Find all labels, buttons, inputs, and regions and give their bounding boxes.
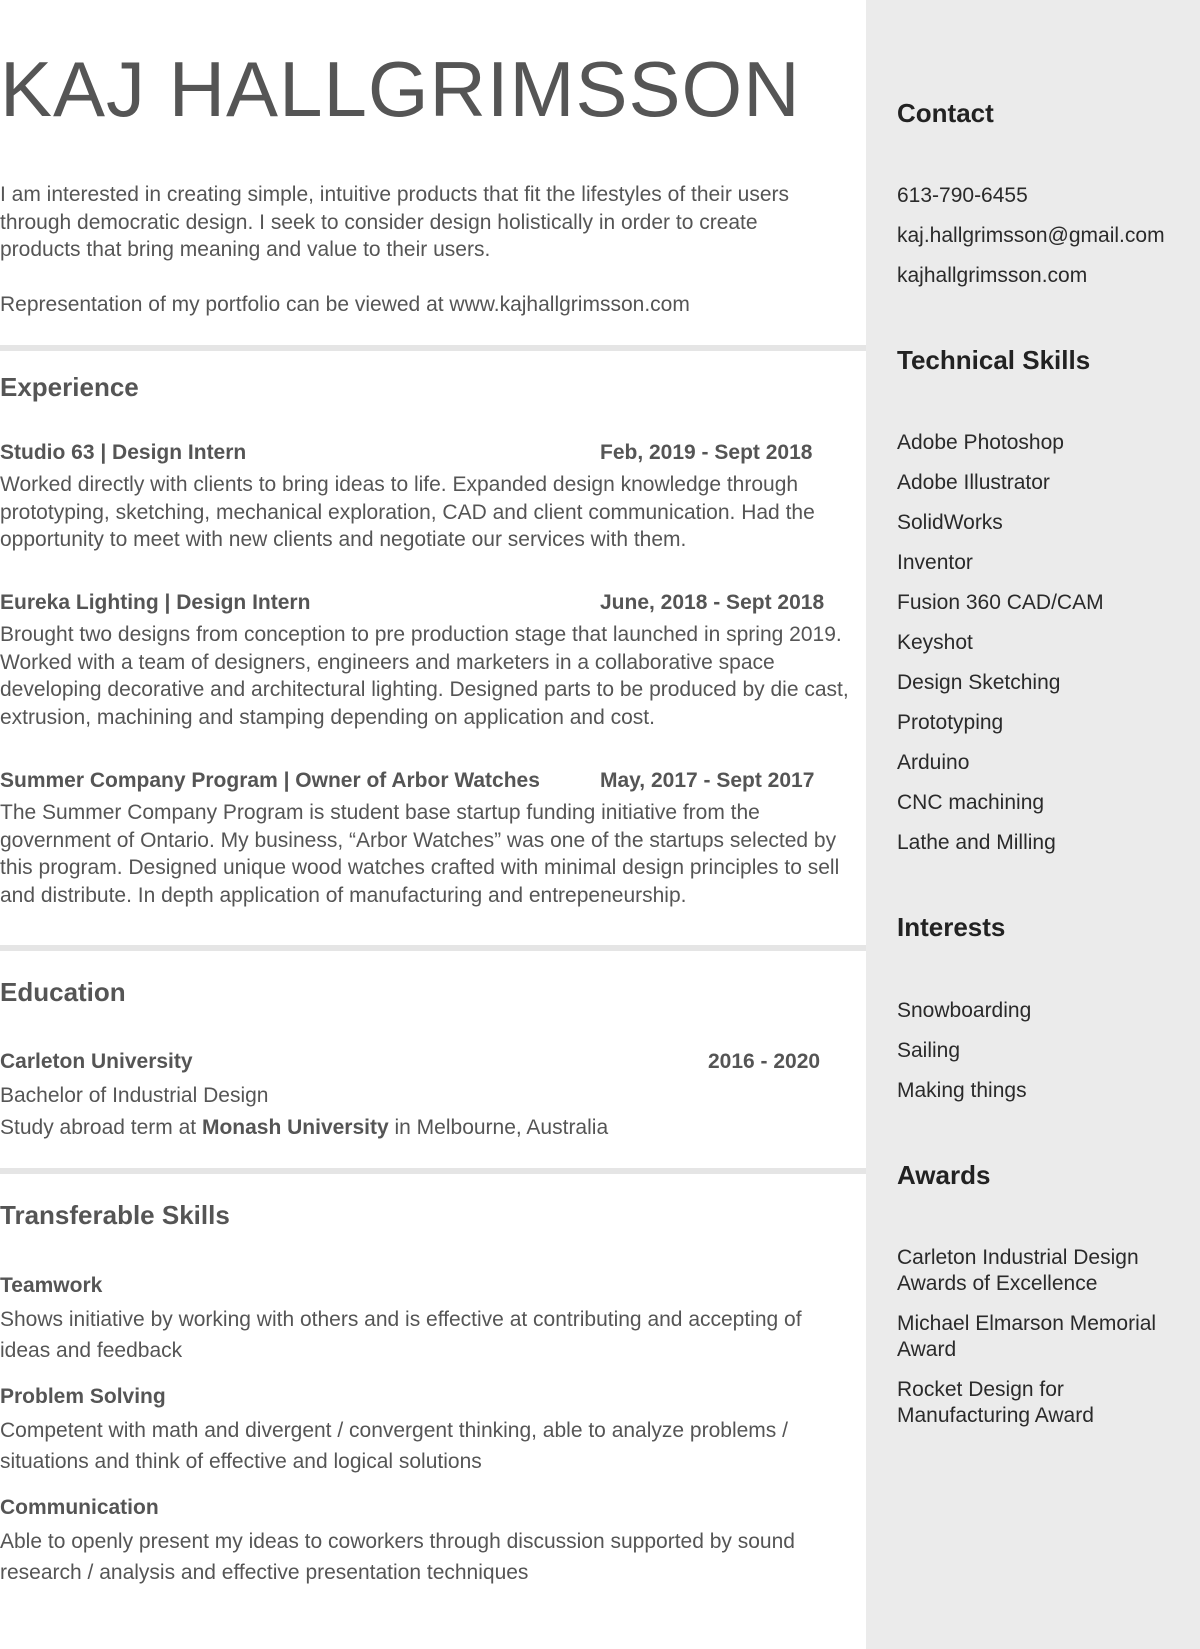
contact-heading: Contact [897, 98, 994, 128]
section-divider [0, 345, 866, 351]
contact-list [897, 183, 1165, 303]
skill-description: Able to openly present my ideas to coworkers through discussion supported by sound research / analysis and effective presentation techniques [0, 1530, 795, 1584]
technical-skill-item: Adobe Illustrator [897, 471, 1050, 494]
transferable-skills-heading: Transferable Skills [0, 1200, 230, 1230]
skill-name: Communication [0, 1496, 159, 1519]
technical-skill-item: Fusion 360 CAD/CAM [897, 591, 1104, 614]
technical-skills-heading: Technical Skills [897, 345, 1091, 375]
transferable-skill [0, 1496, 850, 1588]
skill-description: Shows initiative by working with others and is effective at contributing and accepting of ideas and feedback [0, 1308, 802, 1362]
experience-item [0, 591, 850, 731]
contact-phone: 613-790-6455 [897, 184, 1028, 207]
study-abroad-suffix: in Melbourne, Australia [388, 1116, 609, 1139]
skill-name: Teamwork [0, 1274, 103, 1297]
experience-heading: Experience [0, 372, 139, 402]
education-item [0, 1050, 850, 1080]
technical-skill-item: Lathe and Milling [897, 831, 1056, 854]
interest-item: Sailing [897, 1039, 961, 1062]
school-name: Carleton University [0, 1050, 193, 1073]
interest-item: Snowboarding [897, 999, 1032, 1022]
intro-statement: I am interested in creating simple, intuitive products that fit the lifestyles of their users through democratic design. I seek to consider design holistically in order to create products that bring meaning and value to their users. [0, 183, 790, 261]
resume-name: KAJ HALLGRIMSSON [0, 45, 801, 133]
portfolio-line: Representation of my portfolio can be viewed at www.kajhallgrimsson.com [0, 292, 690, 316]
job-description: Worked directly with clients to bring ideas to life. Expanded design knowledge through prototyping, sketching, mechanical exploration, CAD and client communication. Had the opportunity to meet with new clients and negotiate our services with them. [0, 473, 815, 551]
technical-skill-item: Arduino [897, 751, 970, 774]
contact-email: kaj.hallgrimsson@gmail.com [897, 224, 1165, 247]
section-divider [0, 945, 866, 951]
skill-name: Problem Solving [0, 1385, 166, 1408]
job-description: The Summer Company Program is student base startup funding initiative from the government of Ontario. My business, “Arbor Watches” was one of the startups selected by this program. Designed unique wood watches crafted with minimal design principles to sell and distribute. In depth application of manufacturing and entrepeneurship. [0, 801, 840, 907]
award-item: Michael Elmarson Memorial Award [897, 1312, 1157, 1361]
technical-skill-item: Keyshot [897, 631, 973, 654]
section-divider [0, 1168, 866, 1174]
job-dates: June, 2018 - Sept 2018 [600, 591, 825, 614]
job-title: Eureka Lighting | Design Intern [0, 591, 311, 614]
interest-item: Making things [897, 1079, 1027, 1102]
award-item: Carleton Industrial Design Awards of Excellence [897, 1246, 1139, 1295]
transferable-skill [0, 1274, 850, 1366]
technical-skill-item: Inventor [897, 551, 973, 574]
experience-item [0, 441, 850, 554]
experience-item [0, 769, 850, 909]
study-abroad-school: Monash University [201, 1116, 389, 1139]
degree: Bachelor of Industrial Design [0, 1084, 269, 1107]
awards-heading: Awards [897, 1160, 991, 1190]
technical-skill-item: Prototyping [897, 711, 1004, 734]
technical-skill-item: Adobe Photoshop [897, 431, 1064, 454]
skill-description: Competent with math and divergent / convergent thinking, able to analyze problems / situations and think of effective and logical solutions [0, 1419, 788, 1473]
job-description: Brought two designs from conception to pre production stage that launched in spring 2019. Worked with a team of designers, engineers and marketers in a collaborative space developing decorative and architectural lighting. Designed parts to be produced by die cast, extrusion, machining and stamping depending on application and cost. [0, 623, 849, 729]
award-item: Rocket Design for Manufacturing Award [897, 1378, 1094, 1427]
interests-heading: Interests [897, 912, 1006, 942]
job-dates: May, 2017 - Sept 2017 [600, 769, 815, 792]
transferable-skill [0, 1385, 850, 1477]
job-title: Studio 63 | Design Intern [0, 441, 247, 464]
education-years: 2016 - 2020 [708, 1050, 821, 1073]
job-dates: Feb, 2019 - Sept 2018 [600, 441, 813, 464]
technical-skill-item: CNC machining [897, 791, 1045, 814]
interests-list [897, 998, 1031, 1118]
technical-skill-item: Design Sketching [897, 671, 1061, 694]
education-heading: Education [0, 977, 126, 1007]
awards-list [897, 1245, 1187, 1443]
job-title: Summer Company Program | Owner of Arbor Watches [0, 769, 540, 792]
contact-website: kajhallgrimsson.com [897, 264, 1088, 287]
intro-block [0, 181, 840, 318]
study-abroad-prefix: Study abroad term at [0, 1116, 202, 1139]
technical-skill-item: SolidWorks [897, 511, 1003, 534]
study-abroad [0, 1116, 608, 1140]
technical-skills-list [897, 430, 1104, 870]
